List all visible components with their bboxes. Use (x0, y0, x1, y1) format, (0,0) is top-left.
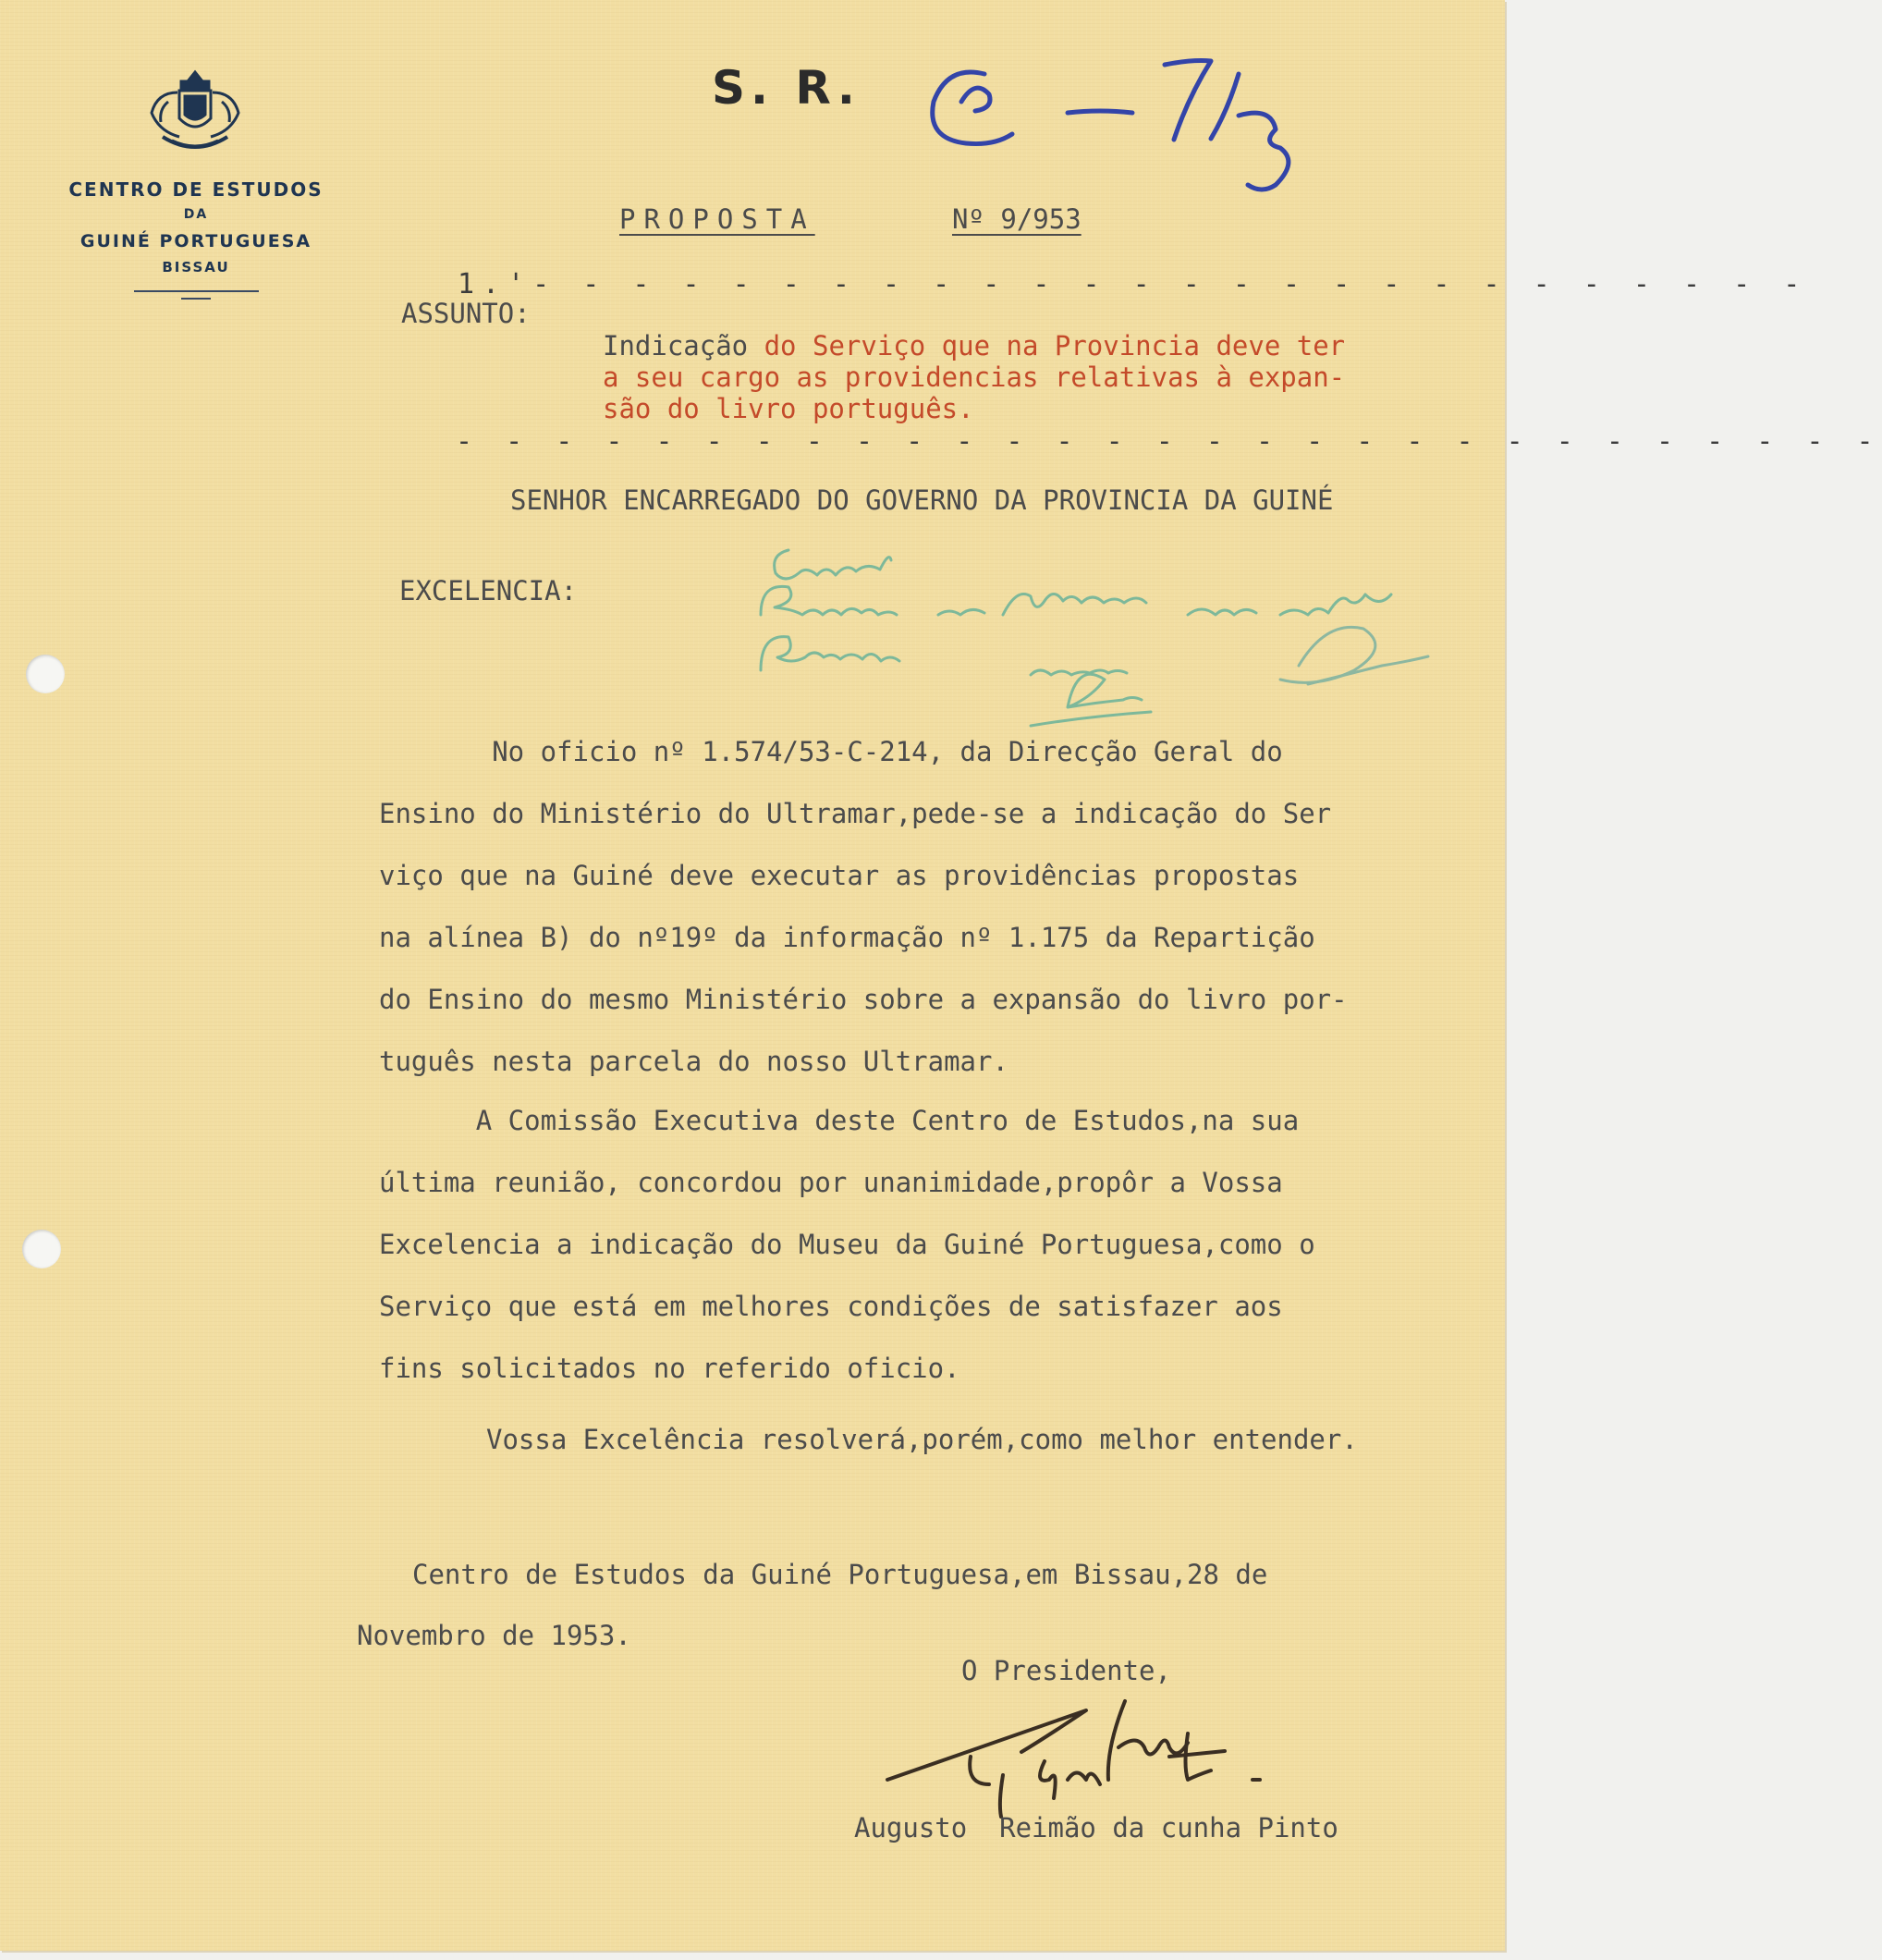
separator-top: 1.'- - - - - - - - - - - - - - - - - - - - - - - - - - (458, 268, 1809, 300)
body-paragraph-1 (379, 721, 1470, 1093)
body-line: Serviço que está em melhores condições de satisfazer aos (379, 1291, 1283, 1322)
letterhead-city: BISSAU (162, 259, 230, 276)
subject-line1-rest: do Serviço que na Provincia deve ter (748, 330, 1346, 361)
body-paragraph-2 (379, 1090, 1470, 1400)
dateline-line2: Novembro de 1953. (357, 1620, 631, 1651)
body-line: Excelencia a indicação do Museu da Guiné Portuguesa,como o (379, 1229, 1315, 1260)
separator-bottom: - - - - - - - - - - - - - - - - - - - - - - - - - - - - - (456, 425, 1882, 458)
subject-line3: são do livro português. (603, 393, 974, 424)
body-line: última reunião, concordou por unanimidade,propôr a Vossa (379, 1167, 1283, 1198)
coat-of-arms-icon (144, 65, 246, 157)
handwritten-code-text (0, 0, 1, 1)
subject-label: ASSUNTO: (401, 298, 531, 329)
dateline (357, 1544, 1268, 1666)
addressee: SENHOR ENCARREGADO DO GOVERNO DA PROVINCIA DA GUINÉ (510, 484, 1334, 516)
subject-line1-start: Indicação (603, 330, 749, 361)
signer-name: Augusto Reimão da cunha Pinto (854, 1812, 1338, 1844)
handwritten-signature (883, 1692, 1345, 1817)
dateline-line1: Centro de Estudos da Guiné Portuguesa,em Bissau,28 de (412, 1559, 1268, 1590)
letterhead-institution: CENTRO DE ESTUDOS (68, 178, 324, 201)
subject-line2: a seu cargo as providencias relativas à expan- (603, 361, 1346, 393)
body-line: fins solicitados no referido oficio. (379, 1353, 960, 1384)
letterhead-rule (134, 290, 259, 292)
handwritten-annotation (753, 527, 1493, 735)
body-line: do Ensino do mesmo Ministério sobre a expansão do livro por- (379, 984, 1348, 1015)
body-line: na alínea B) do nº19º da informação nº 1.175 da Repartição (379, 922, 1315, 953)
body-line: viço que na Guiné deve executar as providências propostas (379, 860, 1300, 891)
sr-heading: S. R. (712, 61, 861, 115)
body-line: Ensino do Ministério do Ultramar,pede-se a indicação do Ser (379, 798, 1332, 829)
handwritten-code (920, 37, 1317, 213)
proposta-number: Nº 9/953 (952, 203, 1082, 235)
body-line: No oficio nº 1.574/53-C-214, da Direcção Geral do (379, 736, 1283, 767)
body-line: A Comissão Executiva deste Centro de Estudos,na sua (379, 1105, 1300, 1136)
closing-sentence: Vossa Excelência resolverá,porém,como melhor entender. (486, 1424, 1358, 1455)
punch-hole (26, 655, 65, 693)
subject-text (603, 330, 1345, 424)
salutation: EXCELENCIA: (399, 575, 578, 606)
body-line: tuguês nesta parcela do nosso Ultramar. (379, 1046, 1008, 1077)
letterhead-rule (181, 298, 211, 300)
letterhead-region: GUINÉ PORTUGUESA (79, 231, 312, 251)
signature-title: O Presidente, (961, 1655, 1171, 1686)
letterhead-da: DA (183, 207, 209, 222)
punch-hole (22, 1230, 61, 1268)
proposta-label: PROPOSTA (619, 203, 815, 235)
